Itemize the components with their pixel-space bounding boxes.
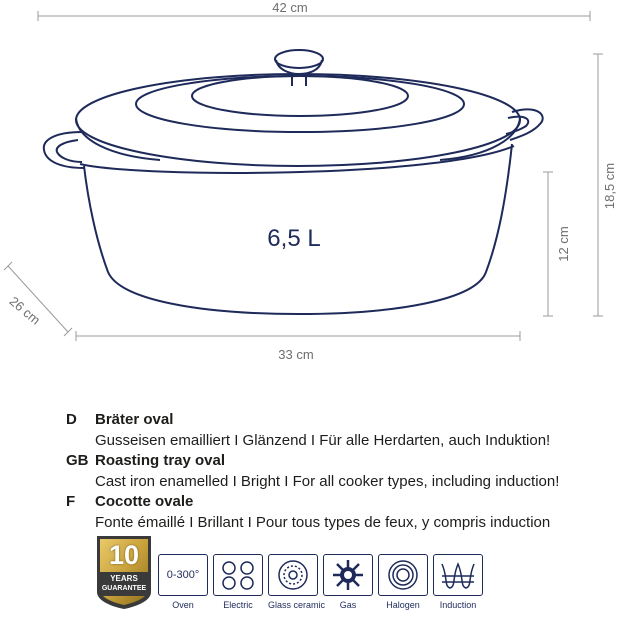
volume-label: 6,5 L <box>267 225 321 252</box>
description-fr <box>66 492 559 533</box>
gas-flame-icon <box>323 554 373 596</box>
badge-years: YEARS <box>110 574 138 583</box>
product-name: Cocotte ovale <box>95 493 194 510</box>
product-details: Fonte émaillé I Brillant I Pour tous types de feux, y compris induction <box>95 513 551 531</box>
product-name: Roasting tray oval <box>95 452 226 469</box>
width-top-dimension <box>38 0 590 21</box>
gas-label: Gas <box>339 600 357 610</box>
product-name: Bräter oval <box>95 411 174 428</box>
badge-guarantee: GUARANTEE <box>101 585 147 592</box>
language-code: D <box>66 411 77 428</box>
electric-item <box>213 554 263 610</box>
oven-temperature: 0-300° <box>166 569 200 581</box>
halogen-hob-icon <box>378 554 428 596</box>
induction-coil-icon <box>433 554 483 596</box>
halogen-label: Halogen <box>386 600 420 610</box>
language-code: GB <box>66 452 89 469</box>
height-body-dimension <box>543 172 571 316</box>
glass-ceramic-item <box>268 554 326 610</box>
warranty-badge <box>93 534 155 610</box>
glass-ceramic-label: Glass ceramic <box>268 600 326 610</box>
depth-dimension <box>4 262 72 336</box>
height-total-label: 18,5 cm <box>602 162 617 210</box>
oven-icon <box>158 554 208 596</box>
language-code: F <box>66 493 76 510</box>
height-body-label: 12 cm <box>556 226 571 262</box>
glass-ceramic-hob-icon <box>268 554 318 596</box>
electric-hob-icon <box>213 554 263 596</box>
gas-item <box>323 554 373 610</box>
depth-label: 26 cm <box>6 293 44 328</box>
oven-label: Oven <box>172 600 194 610</box>
description-gb <box>66 451 559 492</box>
width-bottom-label: 33 cm <box>278 347 314 362</box>
width-top-label: 42 cm <box>272 0 308 15</box>
induction-label: Induction <box>439 600 477 610</box>
halogen-item <box>378 554 428 610</box>
width-bottom-dimension <box>76 331 520 362</box>
height-total-dimension <box>593 54 617 316</box>
product-descriptions <box>66 410 559 533</box>
pot-outline <box>44 50 543 314</box>
oven-item <box>158 554 208 610</box>
product-details: Cast iron enamelled I Bright I For all cooker types, including induction! <box>95 472 560 490</box>
product-details: Gusseisen emailliert I Glänzend I Für alle Herdarten, auch Induktion! <box>95 431 551 449</box>
description-de <box>66 410 559 451</box>
electric-label: Electric <box>223 600 253 610</box>
induction-item <box>433 554 483 610</box>
badge-number: 10 <box>108 540 140 570</box>
